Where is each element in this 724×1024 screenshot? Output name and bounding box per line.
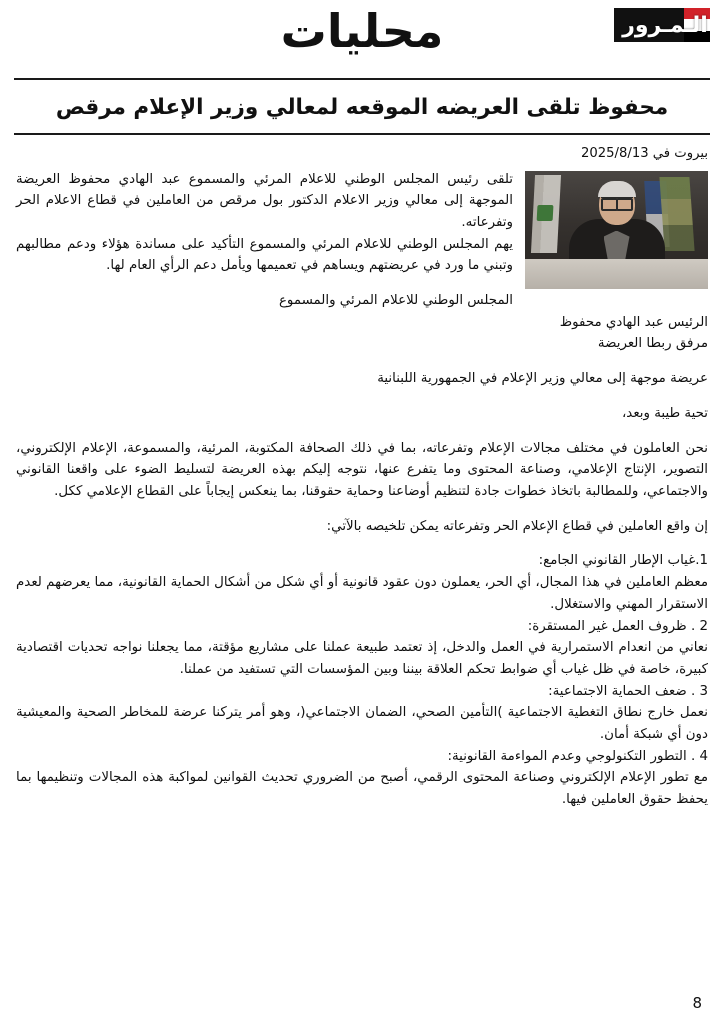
page-header (0, 0, 724, 78)
signature-line: المجلس الوطني للاعلام المرئي والمسموع (278, 293, 513, 309)
logo-wordmark: الـمـرور (622, 12, 708, 38)
point-text: نعاني من انعدام الاستمرارية في العمل والدخل، إذ تعتمد طبيعة عملنا على مشاريع مؤقتة، مما يجعلنا نواجه تحديات اقتصادية كبيرة، خاصة في ظل غياب أي ضوابط تحكم العلاقة بيننا وبين المؤسسات التي تستفيد من عملنا. (16, 640, 708, 677)
point-heading: 3 . ضعف الحماية الاجتماعية: (548, 683, 708, 699)
publication-logo (614, 8, 710, 42)
intro-paragraph: نحن العاملون في مختلف مجالات الإعلام وتفرعاته، بما في ذلك الصحافة المكتوبة، المرئية، والمسموعة، الإعلام الإلكتروني، التصوير، الإنتاج الإعلامي، وصناعة المحتوى وما يتفرع عنها، نتوجه إليكم بهذه العريضة لتسليط الضوء على واقعنا القانوني والاجتماعي، وللمطالبة باتخاذ خطوات جادة لتنظيم أوضاعنا وحماية حقوقنا، بما ينعكس إيجاباً على القطاع الإعلامي ككل. (16, 440, 708, 499)
page-title: محليات (280, 4, 444, 58)
petition-heading: عريضة موجهة إلى معالي وزير الإعلام في الجمهورية اللبنانية (377, 371, 708, 387)
point-text: نعمل خارج نطاق التغطية الاجتماعية )التأمين الصحي، الضمان الاجتماعي(، وهو أمر يتركنا عرضة للمخاطر الصحية والمعيشية دون أي شبكة أمان. (16, 705, 708, 743)
press-photo (525, 171, 708, 289)
point-text: معظم العاملين في هذا المجال، أي الحر، يعملون دون عقود قانونية أو أي شكل من أشكال الحماية القانونية، مما يعرضهم لعدم الاستقرار المهني والاستغلال. (16, 575, 708, 612)
article-title: محفوظ تلقى العريضه الموقعه لمعالي وزير الإعلام مرقص (55, 95, 669, 120)
point-heading: 4 . التطور التكنولوجي وعدم المواءمة القانونية: (447, 748, 708, 764)
signature-line: الرئيس عبد الهادي محفوظ (559, 314, 708, 330)
article-header (0, 80, 724, 133)
person-figure (569, 193, 665, 265)
signature-line: مرفق ربطا العريضة (597, 336, 708, 352)
photo-table (525, 259, 708, 289)
glasses-icon (601, 196, 633, 205)
paragraph: تلقى رئيس المجلس الوطني للاعلام المرئي والمسموع عبد الهادي محفوظ العريضة الموجهة إلى معالي وزير الاعلام الدكتور بول مرقص من العاملين في قطاع الاعلام الحر وتفرعاته. (16, 171, 513, 230)
greeting: تحية طيبة وبعد، (621, 405, 708, 421)
summary-line: إن واقع العاملين في قطاع الإعلام الحر وتفرعاته يمكن تلخيصه بالآتي: (326, 518, 708, 534)
point-text: مع تطور الإعلام الإلكتروني وصناعة المحتوى الرقمي، أصبح من الضروري تحديث القوانين لمواكبة هذه المجالات وتنظيمها بما يحفظ حقوق العاملين فيها. (16, 770, 708, 808)
article-body (0, 135, 724, 811)
point-heading: 1.غياب الإطار القانوني الجامع: (538, 553, 708, 569)
point-heading: 2 . ظروف العمل غير المستقرة: (527, 618, 708, 634)
lebanon-flag-icon (531, 175, 561, 253)
dateline: بيروت في 2025/8/13 (580, 146, 708, 162)
tertiary-flag-icon (659, 177, 694, 251)
paragraph: يهم المجلس الوطني للاعلام المرئي والمسموع التأكيد على مساندة هؤلاء ودعم مطالبهم وتبني ما ورد في عريضتهم ويساهم في تعميمها ويأمل دعم الرأي العام لها. (16, 236, 513, 274)
page-number: 8 (692, 994, 702, 1012)
